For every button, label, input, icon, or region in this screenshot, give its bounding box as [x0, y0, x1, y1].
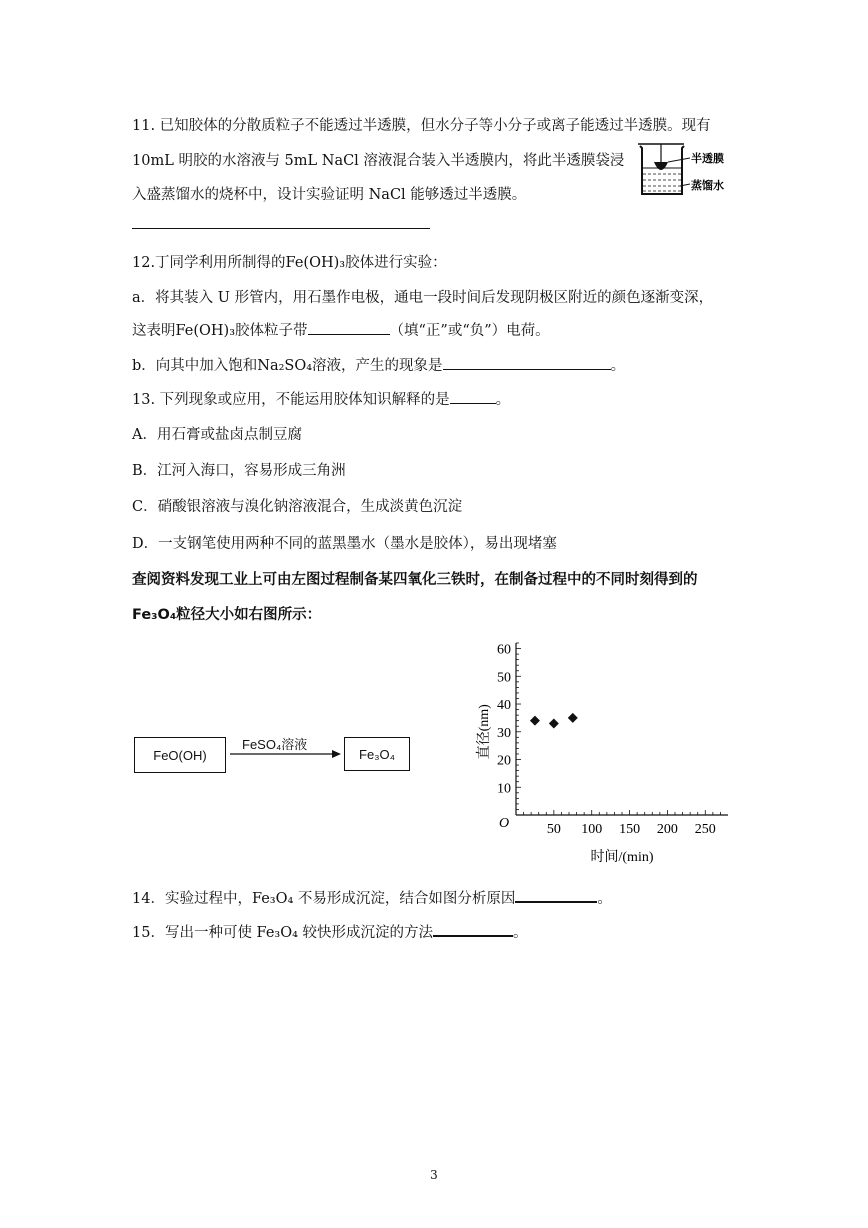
- page-number: 3: [430, 1168, 438, 1182]
- x-tick-label: 250: [694, 822, 716, 837]
- y-tick-label: 10: [497, 781, 511, 797]
- intro-line-1: 查阅资料发现工业上可由左图过程制备某四氧化三铁时，在制备过程中的不同时刻得到的: [132, 572, 698, 588]
- q11-line-3: 入盛蒸馏水的烧杯中，设计实验证明 NaCl 能够透过半透膜。: [132, 187, 527, 203]
- answer-blank: [132, 214, 430, 229]
- y-tick-label: 40: [497, 698, 511, 714]
- x-axis-label: 时间/(min): [590, 850, 654, 865]
- q13-option-c: C．硝酸银溶液与溴化钠溶液混合，生成淡黄色沉淀: [132, 499, 463, 515]
- x-tick-label: 100: [581, 822, 603, 837]
- y-tick-label: 20: [497, 753, 511, 769]
- data-point: [568, 713, 578, 723]
- y-tick-label: 30: [497, 725, 511, 741]
- origin-label: O: [498, 816, 510, 831]
- x-tick-label: 200: [656, 822, 678, 837]
- water-label: 蒸馏水: [691, 180, 724, 192]
- method-blank: [433, 921, 513, 937]
- q12-line-3: 这表明Fe(OH)₃胶体粒子带 （填“正”或“负”）电荷。: [132, 319, 550, 340]
- q14-line: 14．实验过程中，Fe₃O₄ 不易形成沉淀，结合如图分析原因 。: [132, 887, 612, 908]
- fe3o4-box: Fe₃O₄: [344, 737, 410, 771]
- q12-line-1: 12.丁同学利用所制得的Fe(OH)₃胶体进行实验：: [132, 255, 447, 271]
- q12-line-2: a．将其装入 U 形管内，用石墨作电极，通电一段时间后发现阴极区附近的颜色逐渐变深，: [132, 290, 714, 306]
- q11-answer-blank: [132, 214, 430, 233]
- q11-line-1: 11. 已知胶体的分散质粒子不能透过半透膜，但水分子等小分子或离子能透过半透膜。现有: [132, 118, 711, 134]
- feooh-box: FeO(OH): [134, 737, 226, 773]
- choice-blank: [450, 389, 496, 404]
- y-tick-label: 60: [497, 642, 511, 658]
- x-tick-label: 150: [619, 822, 641, 837]
- q13-stem: 13. 下列现象或应用，不能运用胶体知识解释的是 。: [132, 388, 510, 409]
- x-tick-label: 50: [546, 822, 561, 837]
- q15-line: 15．写出一种可使 Fe₃O₄ 较快形成沉淀的方法 。: [132, 921, 528, 942]
- q13-option-a: A．用石膏或盐卤点制豆腐: [132, 427, 302, 443]
- q13-option-d: D．一支钢笔使用两种不同的蓝黑墨水（墨水是胶体），易出现堵塞: [132, 536, 557, 552]
- beaker-figure: [634, 140, 738, 202]
- q11-line-2: 10mL 明胶的水溶液与 5mL NaCl 溶液混合装入半透膜内，将此半透膜袋浸: [132, 153, 625, 169]
- reason-blank: [515, 887, 597, 903]
- q12-line-4: b．向其中加入饱和Na₂SO₄溶液，产生的现象是 。: [132, 354, 625, 375]
- data-point: [530, 716, 540, 726]
- particle-size-chart: [470, 638, 740, 868]
- y-tick-label: 50: [497, 670, 511, 686]
- phenomenon-blank: [443, 355, 611, 370]
- data-point: [549, 718, 559, 728]
- intro-line-2: Fe₃O₄粒径大小如右图所示：: [132, 607, 322, 623]
- membrane-label: 半透膜: [691, 153, 724, 165]
- charge-blank: [308, 320, 390, 335]
- y-axis-label: 直径(nm): [477, 704, 492, 760]
- reagent-label: FeSO₄溶液: [242, 737, 308, 752]
- q13-option-b: B．江河入海口，容易形成三角洲: [132, 463, 346, 479]
